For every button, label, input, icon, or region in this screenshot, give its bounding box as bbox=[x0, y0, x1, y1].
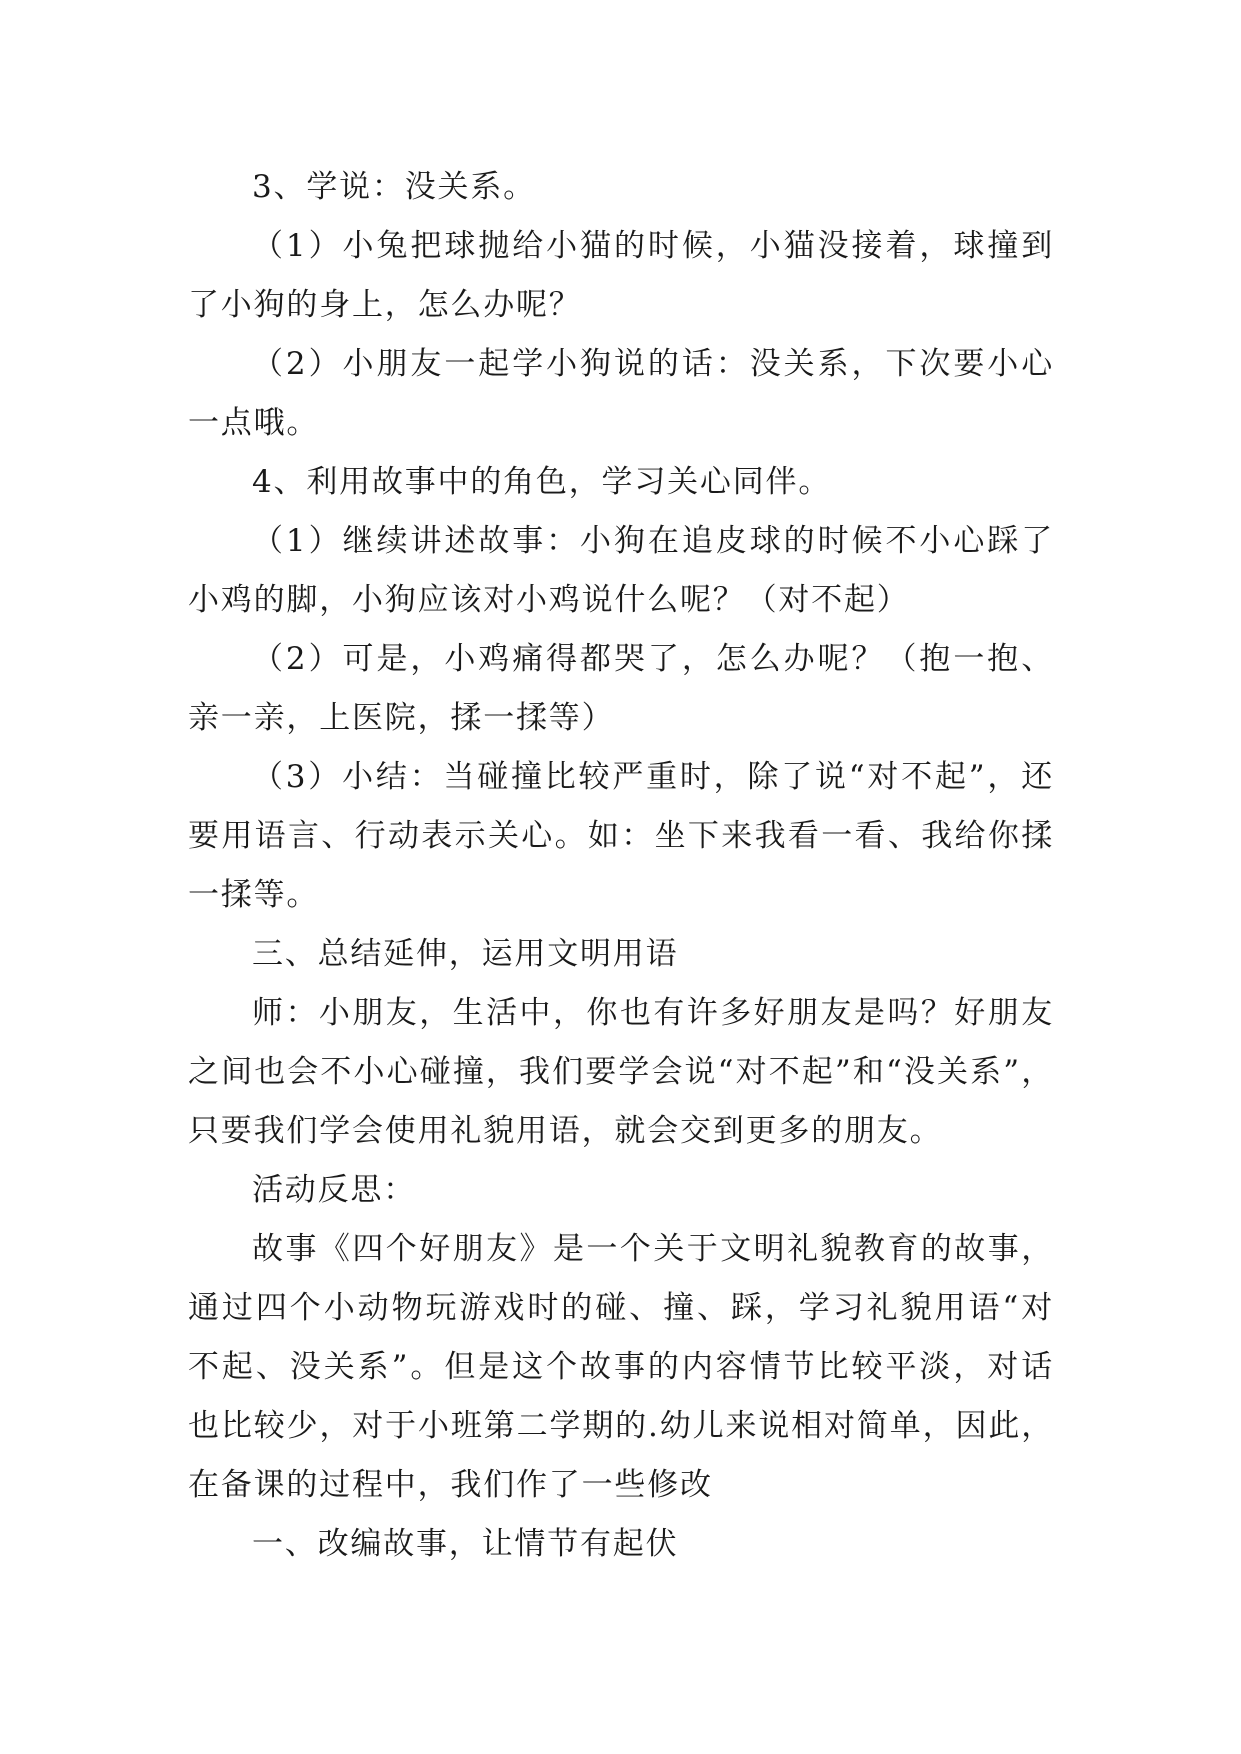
paragraph-4-2: （2）可是，小鸡痛得都哭了，怎么办呢？（抱一抱、亲一亲，上医院，揉一揉等） bbox=[188, 641, 1054, 736]
paragraph-reflection: 故事《四个好朋友》是一个关于文明礼貌教育的故事，通过四个小动物玩游戏时的碰、撞、踩，学习礼貌用语“对不起、没关系”。但是这个故事的内容情节比较平淡，对话也比较少，对于小班第二学期的.幼儿来说相对简单，因此，在备课的过程中，我们作了一些修改 bbox=[188, 1231, 1054, 1503]
heading-adapt-story: 一、改编故事，让情节有起伏 bbox=[252, 1526, 679, 1562]
paragraph-section-4: 4、利用故事中的角色，学习关心同伴。 bbox=[252, 464, 832, 500]
document-body bbox=[188, 158, 1054, 1574]
paragraph-4-3: （3）小结：当碰撞比较严重时，除了说“对不起”，还要用语言、行动表示关心。如：坐下来我看一看、我给你揉一揉等。 bbox=[188, 759, 1054, 913]
paragraph-3-1: （1）小兔把球抛给小猫的时候，小猫没接着，球撞到了小狗的身上，怎么办呢？ bbox=[188, 228, 1054, 323]
heading-reflection: 活动反思： bbox=[252, 1172, 416, 1208]
paragraph-4-1: （1）继续讲述故事：小狗在追皮球的时候不小心踩了小鸡的脚，小狗应该对小鸡说什么呢？（对不起） bbox=[188, 523, 1054, 618]
heading-summary: 三、总结延伸，运用文明用语 bbox=[252, 936, 679, 972]
paragraph-3-2: （2）小朋友一起学小狗说的话：没关系，下次要小心一点哦。 bbox=[188, 346, 1054, 441]
paragraph-teacher: 师：小朋友，生活中，你也有许多好朋友是吗？好朋友之间也会不小心碰撞，我们要学会说“对不起”和“没关系”，只要我们学会使用礼貌用语，就会交到更多的朋友。 bbox=[188, 995, 1054, 1149]
paragraph-section-3: 3、学说：没关系。 bbox=[252, 169, 536, 205]
